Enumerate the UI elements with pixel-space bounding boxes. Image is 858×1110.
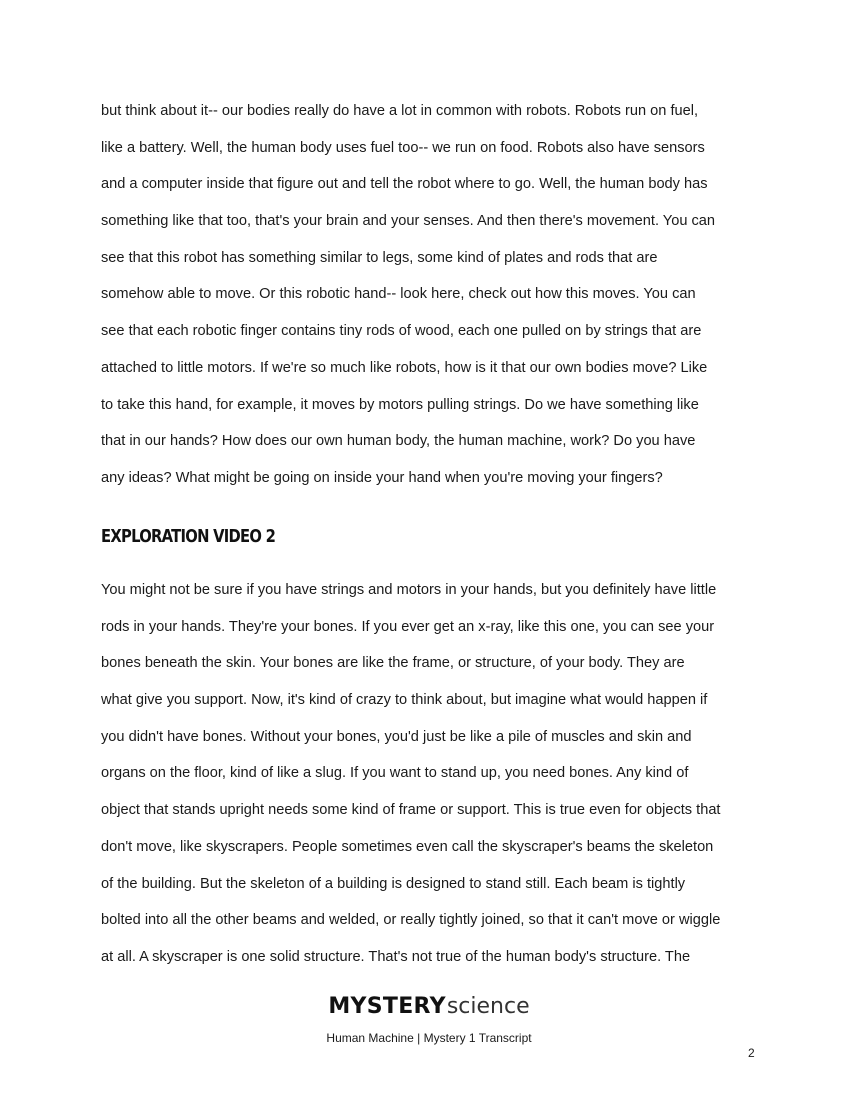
footer-logo: [0, 994, 858, 1019]
text-line: you didn't have bones. Without your bones, you'd just be like a pile of muscles and skin and: [101, 728, 692, 745]
text-line: You might not be sure if you have strings and motors in your hands, but you definitely have little: [101, 582, 717, 598]
paragraph-exploration-1: [101, 101, 763, 505]
text-line: what give you support. Now, it's kind of crazy to think about, but imagine what would happen if: [101, 692, 708, 709]
mystery-science-logo: [328, 994, 529, 1019]
paragraph-exploration-2: [101, 580, 763, 984]
text-line: like a battery. Well, the human body uses fuel too-- we run on food. Robots also have sensors: [101, 139, 705, 156]
section-heading: EXPLORATION VIDEO 2: [101, 526, 276, 547]
text-line: object that stands upright needs some kind of frame or support. This is true even for objects that: [101, 802, 721, 819]
text-line: to take this hand, for example, it moves by motors pulling strings. Do we have something like: [101, 396, 699, 413]
text-line: see that this robot has something similar to legs, some kind of plates and rods that are: [101, 249, 658, 266]
logo-text-bold: MYSTERY: [328, 994, 446, 1019]
text-line: somehow able to move. Or this robotic hand-- look here, check out how this moves. You can: [101, 286, 696, 303]
text-line: bolted into all the other beams and welded, or really tightly joined, so that it can't move or wiggle: [101, 912, 721, 929]
text-line: organs on the floor, kind of like a slug. If you want to stand up, you need bones. Any kind of: [101, 765, 689, 782]
text-line: and a computer inside that figure out and tell the robot where to go. Well, the human body has: [101, 176, 708, 193]
footer-caption: Human Machine | Mystery 1 Transcript: [326, 1031, 532, 1045]
text-line: something like that too, that's your brain and your senses. And then there's movement. You can: [101, 213, 716, 230]
text-line: bones beneath the skin. Your bones are like the frame, or structure, of your body. They are: [101, 655, 685, 672]
text-line: but think about it-- our bodies really do have a lot in common with robots. Robots run on fuel,: [101, 103, 699, 119]
text-line: attached to little motors. If we're so much like robots, how is it that our own bodies move? Like: [101, 359, 708, 376]
text-line: any ideas? What might be going on inside your hand when you're moving your fingers?: [101, 469, 663, 486]
text-line: rods in your hands. They're your bones. If you ever get an x-ray, like this one, you can see your: [101, 618, 715, 635]
text-line: see that each robotic finger contains tiny rods of wood, each one pulled on by strings that are: [101, 323, 702, 340]
page-number: 2: [748, 1046, 755, 1060]
text-line: of the building. But the skeleton of a building is designed to stand still. Each beam is tightly: [101, 875, 686, 892]
logo-text-light: science: [446, 994, 530, 1019]
text-line: at all. A skyscraper is one solid structure. That's not true of the human body's structure. The: [101, 948, 691, 965]
text-line: that in our hands? How does our own human body, the human machine, work? Do you have: [101, 433, 696, 450]
text-line: don't move, like skyscrapers. People sometimes even call the skyscraper's beams the skeleton: [101, 838, 714, 855]
